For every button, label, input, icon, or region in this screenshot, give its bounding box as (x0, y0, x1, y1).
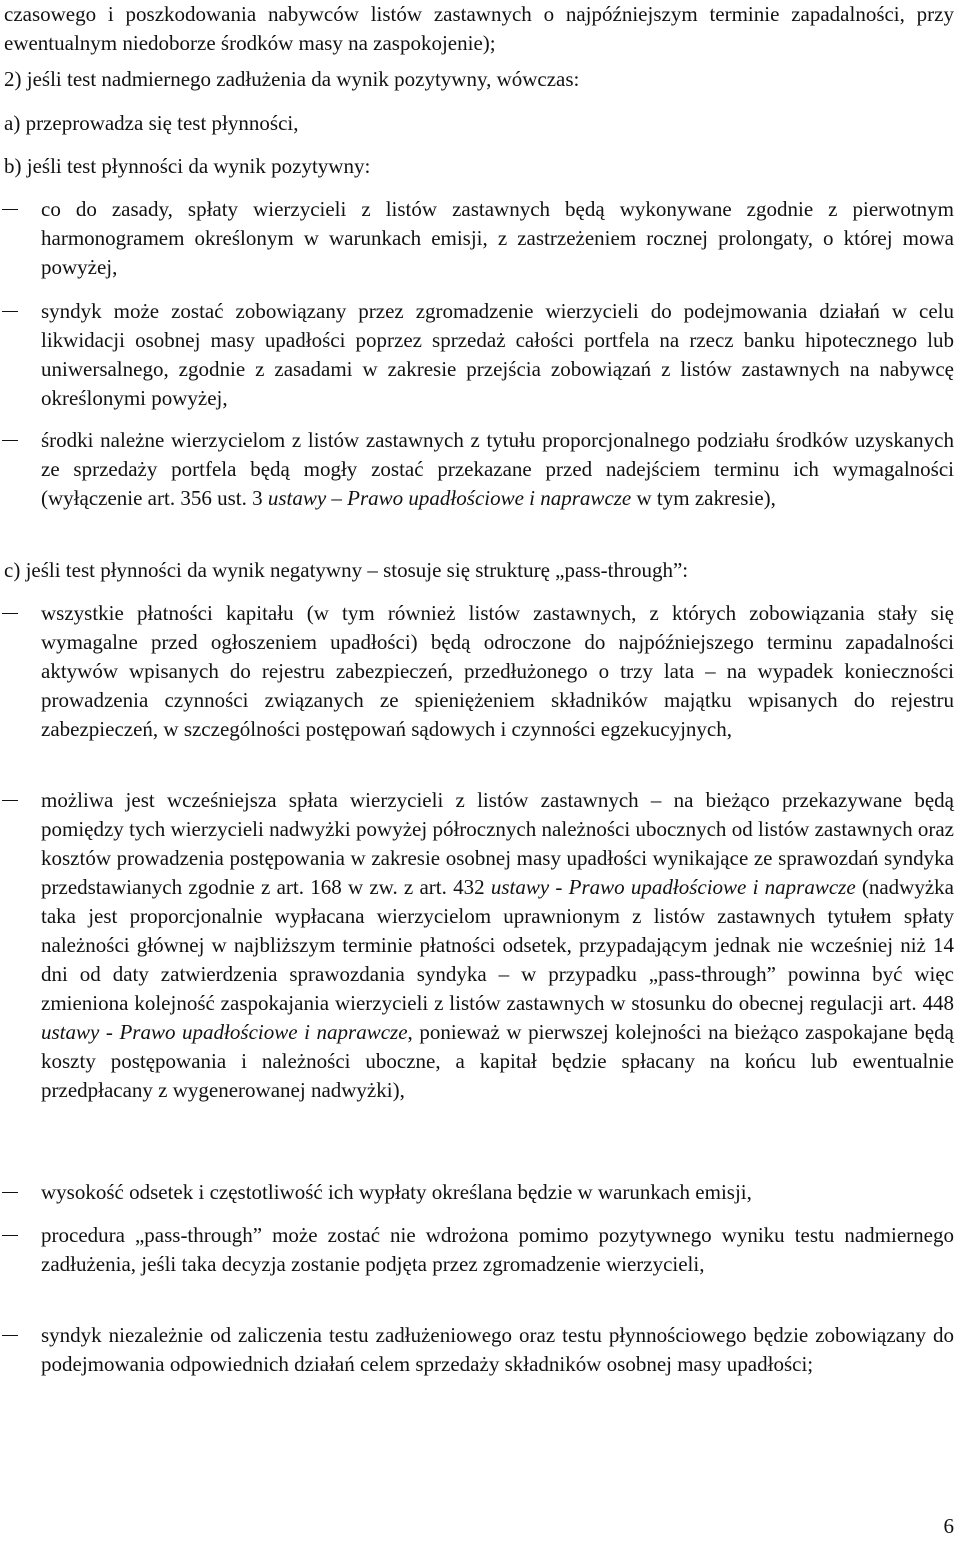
list-item-text: wysokość odsetek i częstotliwość ich wypłaty określana będzie w warunkach emisji, (41, 1180, 752, 1204)
paragraph-point-a: a) przeprowadza się test płynności, (4, 111, 299, 135)
paragraph-point-2: 2) jeśli test nadmiernego zadłużenia da wynik pozytywny, wówczas: (4, 67, 580, 91)
list-item-text: środki należne wierzycielom z listów zastawnych z tytułu proporcjonalnego podziału środków uzyskanych ze sprzedaży portfela będą mogły zostać przekazane przed nadejściem terminu ich wymagalności (wyłączenie art. 356 ust. 3 (41, 428, 954, 510)
list-item-text: możliwa jest wcześniejsza spłata wierzycieli z listów zastawnych – na bieżąco przekazywane będą pomiędzy tych wierzycieli nadwyżki powyżej półrocznych należności ubocznych od listów zastawnych oraz kosztów prowadzenia postępowania w zakresie osobnej masy upadłości wynikające ze sprawozdań syndyka przedstawianych zgodnie z art. 168 w zw. z art. 432 (41, 788, 954, 899)
list-item-c1 (41, 599, 954, 744)
dash-bullet-icon (2, 311, 18, 312)
dash-bullet-icon (2, 800, 18, 801)
list-item-text-end: w tym zakresie), (631, 486, 776, 510)
dash-bullet-icon (2, 1335, 18, 1336)
list-item-b3 (41, 426, 954, 513)
list-item-b1 (41, 195, 954, 282)
list-item-text: co do zasady, spłaty wierzycieli z listów zastawnych będą wykonywane zgodnie z pierwotnym harmonogramem określonym w warunkach emisji, z zastrzeżeniem rocznej prolongaty, o której mowa powyżej, (41, 197, 954, 279)
list-item-text: syndyk niezależnie od zaliczenia testu zadłużeniowego oraz testu płynnościowego będzie zobowiązany do podejmowania odpowiednich działań celem sprzedaży składników osobnej masy upadłości; (41, 1323, 954, 1376)
law-reference: ustawy - Prawo upadłościowe i naprawcze (41, 1020, 408, 1044)
dash-bullet-icon (2, 613, 18, 614)
list-item-text-mid: (nadwyżka taka jest proporcjonalnie wypłacana wierzycielom uprawnionym z listów zastawnych tytułem spłaty należności głównej w najbliższym terminie płatności odsetek, przypadającym jednak nie wcześniej niż 14 dni od daty zatwierdzenia sprawozdania syndyka – w przypadku „pass-through” powinna być więc zmieniona kolejność zaspokajania wierzycieli z listów zastawnych w stosunku do obecnej regulacji art. 448 (41, 875, 954, 1015)
list-item-text-end: , ponieważ w pierwszej kolejności na bieżąco zaspokajane będą koszty postępowania i należności uboczne, a kapitał będzie spłacany na końcu lub ewentualnie przedpłacany z wygenerowanej nadwyżki), (41, 1020, 954, 1102)
list-item-c4 (41, 1221, 954, 1279)
page-number: 6 (943, 1514, 954, 1538)
dash-bullet-icon (2, 440, 18, 441)
list-item-c2 (41, 786, 954, 1105)
dash-bullet-icon (2, 1235, 18, 1236)
dash-bullet-icon (2, 209, 18, 210)
law-reference: ustawy – Prawo upadłościowe i naprawcze (267, 486, 632, 510)
paragraph-point-c: c) jeśli test płynności da wynik negatywny – stosuje się strukturę „pass-through”: (4, 558, 689, 582)
list-item-text: syndyk może zostać zobowiązany przez zgromadzenie wierzycieli do podejmowania działań w celu likwidacji osobnej masy upadłości poprzez sprzedaż całości portfela na rzecz banku hipotecznego lub uniwersalnego, zgodnie z zasadami w zakresie przejścia zobowiązań z listów zastawnych na nabywcę określonymi powyżej, (41, 299, 954, 410)
dash-bullet-icon (2, 1192, 18, 1193)
paragraph-intro: czasowego i poszkodowania nabywców listów zastawnych o najpóźniejszym terminie zapadalności, przy ewentualnym niedoborze środków masy na zaspokojenie); (4, 2, 954, 55)
list-item-c3 (41, 1178, 954, 1207)
paragraph-point-b: b) jeśli test płynności da wynik pozytywny: (4, 154, 371, 178)
list-item-text: wszystkie płatności kapitału (w tym również listów zastawnych, z których zobowiązania stały się wymagalne przed ogłoszeniem upadłości) będą odroczone do najpóźniejszego terminu zapadalności aktywów wpisanych do rejestru zabezpieczeń, przedłużonego o trzy lata – na wypadek konieczności prowadzenia czynności związanych ze spieniężeniem składników majątku wpisanych do rejestru zabezpieczeń, w szczególności postępowań sądowych i czynności egzekucyjnych, (41, 601, 954, 741)
list-item-c5 (41, 1321, 954, 1379)
list-item-text: procedura „pass-through” może zostać nie wdrożona pomimo pozytywnego wyniku testu nadmiernego zadłużenia, jeśli taka decyzja zostanie podjęta przez zgromadzenie wierzycieli, (41, 1223, 954, 1276)
law-reference: ustawy - Prawo upadłościowe i naprawcze (490, 875, 856, 899)
list-item-b2 (41, 297, 954, 413)
